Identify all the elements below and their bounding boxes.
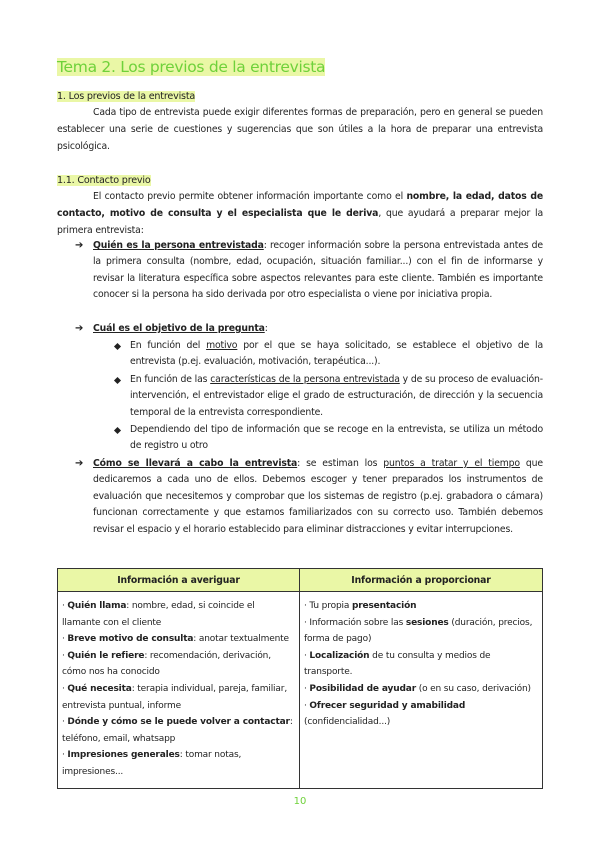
diamond-bullet-icon [114, 427, 121, 434]
list-item: · Localización de tu consulta y medios de transporte. [304, 650, 491, 678]
sub-bullet-motive: En función del motivo por el que se haya solicitado, se establece el objetivo de la entrevista (p.ej. evaluación, motivación, terapéutica...). [130, 340, 543, 368]
sub-bullet-characteristics: En función de las características de la persona entrevistada y de su proceso de evaluación-intervención, el entrevistador elige el grado de estructuración, de dirección y la secuencia temporal de la entrevista correspondiente. [130, 374, 543, 418]
section-heading-1-text: 1. Los previos de la entrevista [57, 91, 196, 102]
diamond-bullet-icon [114, 377, 121, 384]
table-header-provide: Información a proporcionar [300, 569, 543, 592]
diamond-bullet-icon [114, 343, 121, 350]
list-item: · Qué necesita: terapia individual, pareja, familiar, entrevista puntual, informe [62, 683, 288, 711]
list-item: · Dónde y cómo se le puede volver a contactar: teléfono, email, whatsapp [62, 717, 293, 744]
list-item: · Quién le refiere: recomendación, derivación, cómo nos ha conocido [62, 650, 271, 678]
table-cell-provide [300, 592, 543, 789]
list-item: · Impresiones generales: tomar notas, impresiones... [62, 750, 242, 777]
section-1-1-intro: El contacto previo permite obtener información importante como el nombre, la edad, datos de contacto, motivo de consulta y el especialista que le deriva, que ayudará a preparar mejor la primera entrevista: [57, 191, 544, 236]
bullet-question-objective: Cuál es el objetivo de la pregunta: [93, 323, 268, 334]
list-item: · Información sobre las sesiones (duración, precios, forma de pago) [304, 617, 533, 645]
information-table [57, 568, 543, 789]
arrow-bullet-icon: ➔ [75, 323, 84, 334]
page-title-text: Tema 2. Los previos de la entrevista [57, 58, 326, 76]
page-number: 10 [293, 796, 307, 807]
sub-bullet-information-type: Dependiendo del tipo de información que se recoge en la entrevista, se utiliza un método de registro u otro [130, 424, 543, 452]
list-item: · Quién llama: nombre, edad, si coincide el llamante con el cliente [62, 601, 255, 628]
list-item: · Posibilidad de ayudar (o en su caso, derivación) [304, 683, 531, 694]
section-heading-1-1-text: 1.1. Contacto previo [57, 175, 151, 186]
bullet-how-interview: Cómo se llevará a cabo la entrevista: se estiman los puntos a tratar y el tiempo que dedicaremos a cada uno de ellos. Debemos escoger y tener preparados los instrumentos de evaluación que necesitemos y comprobar que los sistemas de registro (p.ej. grabadora o cámara) funcionan correctamente y que estamos familiarizados con su correcto uso. También debemos revisar el espacio y el horario establecido para eliminar distracciones y evitar interrupciones. [93, 458, 543, 535]
table-header-find-out: Información a averiguar [58, 569, 300, 592]
section-heading-1 [57, 91, 195, 102]
section-heading-1-1 [57, 175, 151, 186]
arrow-bullet-icon: ➔ [75, 458, 84, 469]
page-title [57, 58, 325, 76]
arrow-bullet-icon: ➔ [75, 240, 84, 251]
table-cell-find-out [58, 592, 300, 789]
list-item: · Tu propia presentación [304, 601, 417, 611]
list-item: · Breve motivo de consulta: anotar textualmente [62, 634, 289, 645]
bullet-who-interviewed: Quién es la persona entrevistada: recoger información sobre la persona entrevistada antes de la primera consulta (nombre, edad, ocupación, situación familiar...) con el fin de informarse y revisar la literatura específica sobre aspectos relevantes para este cliente. También es importante conocer si la persona ha sido derivada por otro especialista o viene por iniciativa propia. [93, 240, 544, 301]
section-1-paragraph: Cada tipo de entrevista puede exigir diferentes formas de preparación, pero en general se pueden establecer una serie de cuestiones y sugerencias que son útiles a la hora de preparar una entrevista psicológica. [57, 107, 543, 152]
list-item: · Ofrecer seguridad y amabilidad (confidencialidad...) [304, 700, 466, 728]
